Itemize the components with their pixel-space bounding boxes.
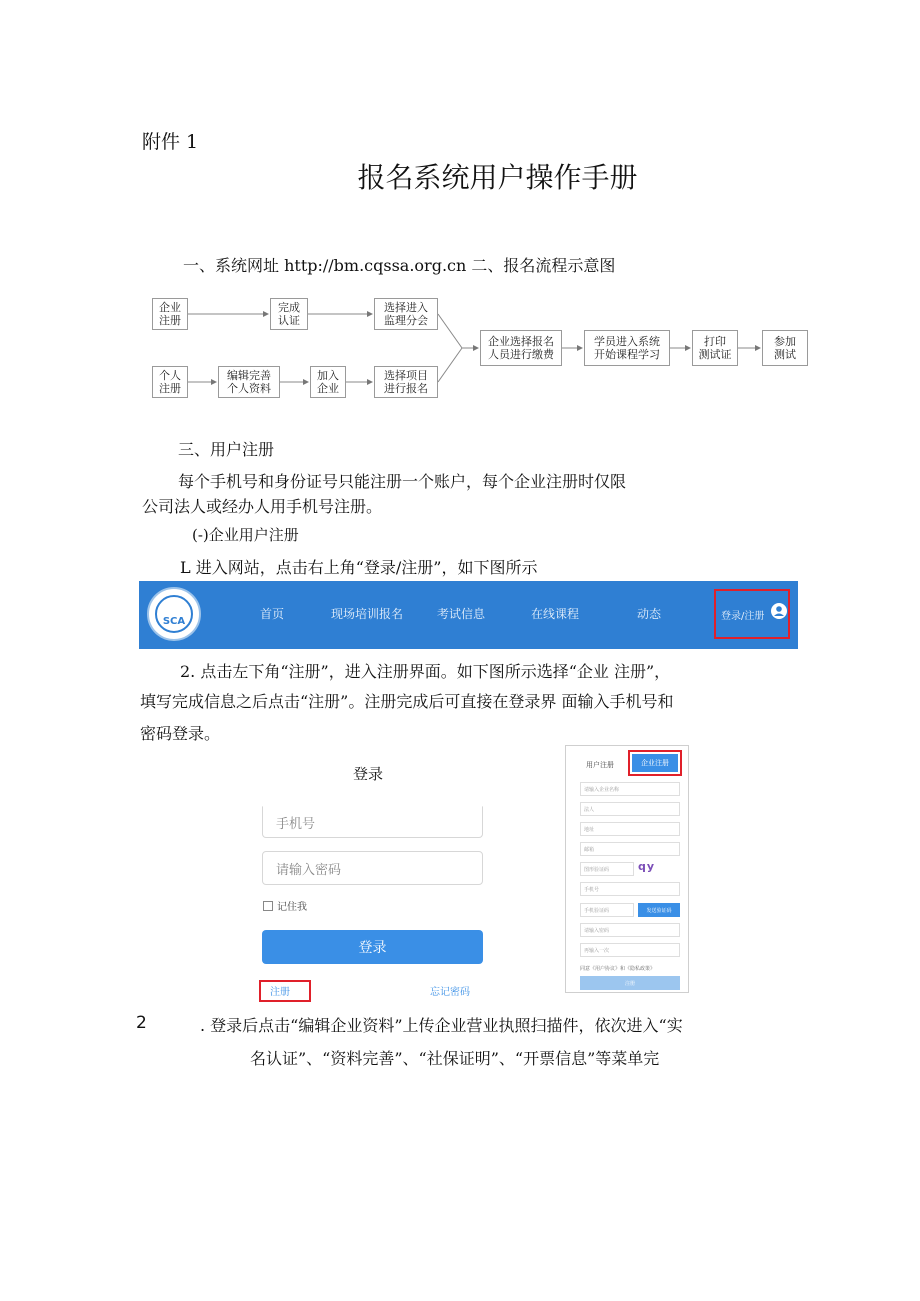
step-2-line-1: 2. 点击左下角“注册”，进入注册界面。如下图所示选择“企业 注册”， [180, 662, 671, 681]
field-email[interactable]: 邮箱 [580, 842, 680, 856]
captcha-image[interactable]: qy [638, 860, 656, 873]
forgot-password-link[interactable]: 忘记密码 [430, 987, 470, 998]
nav-exam-info[interactable]: 考试信息 [437, 607, 486, 621]
subsection-enterprise-register: (-)企业用户注册 [192, 526, 299, 544]
nav-news[interactable]: 动态 [637, 607, 662, 621]
field-address[interactable]: 地址 [580, 822, 680, 836]
tab-company-register[interactable]: 企业注册 [632, 754, 678, 772]
step-3-line-1: . 登录后点击“编辑企业资料”上传企业营业执照扫描件，依次进入“实 [200, 1016, 683, 1035]
logo-text: SCA [155, 595, 193, 633]
field-phone[interactable]: 手机号 [580, 882, 680, 896]
nav-home[interactable]: 首页 [260, 607, 285, 621]
step-1-text: L 进入网站，点击右上角“登录/注册”，如下图所示 [180, 558, 538, 577]
flow-edit-personal: 编辑完善 个人资料 [218, 366, 280, 398]
flow-choose-project: 选择项目 进行报名 [374, 366, 438, 398]
flow-complete-auth: 完成 认证 [270, 298, 308, 330]
register-link[interactable]: 注册 [270, 987, 290, 998]
flow-join-enterprise: 加入 企业 [310, 366, 346, 398]
nav-online-courses[interactable]: 在线课程 [531, 607, 580, 621]
agreement-checkbox[interactable]: 同意《用户协议》和《隐私政策》 [580, 966, 656, 972]
flow-enterprise-register: 企业 注册 [152, 298, 188, 330]
flow-choose-branch: 选择进入 监理分会 [374, 298, 438, 330]
flow-start-study: 学员进入系统 开始课程学习 [584, 330, 670, 366]
remember-label: 记住我 [277, 902, 307, 913]
register-rule-line-1: 每个手机号和身份证号只能注册一个账户，每个企业注册时仅限 [178, 472, 627, 491]
registration-flow-diagram [150, 292, 815, 404]
nav-login-register[interactable]: 登录/注册 [721, 611, 765, 622]
section-url-and-flow: 一、系统网址 http://bm.cqssa.org.cn 二、报名流程示意图 [183, 256, 616, 275]
field-company-name[interactable]: 请输入企业名称 [580, 782, 680, 796]
flow-enterprise-pay: 企业选择报名 人员进行缴费 [480, 330, 562, 366]
field-password-confirm[interactable]: 再输入一次 [580, 943, 680, 957]
sca-logo [147, 587, 201, 641]
user-avatar-icon[interactable] [771, 603, 787, 619]
password-input[interactable]: 请输入密码 [262, 851, 483, 885]
page-title: 报名系统用户操作手册 [357, 161, 638, 194]
nav-onsite-training[interactable]: 现场培训报名 [331, 607, 404, 621]
register-form-panel [565, 745, 689, 993]
flow-attend-test: 参加 测试 [762, 330, 808, 366]
field-legal-person[interactable]: 法人 [580, 802, 680, 816]
attachment-label: 附件 1 [142, 131, 199, 153]
remember-checkbox[interactable] [263, 901, 273, 911]
phone-input[interactable]: 手机号 [262, 806, 483, 838]
step-3-number: 2 [136, 1013, 147, 1033]
login-button[interactable]: 登录 [262, 930, 483, 964]
send-sms-button[interactable]: 发送验证码 [638, 903, 680, 917]
register-rule-line-2: 公司法人或经办人用手机号注册。 [142, 497, 383, 516]
field-image-captcha[interactable]: 图形验证码 [580, 862, 634, 876]
tab-user-register[interactable]: 用户注册 [586, 761, 614, 769]
flow-personal-register: 个人 注册 [152, 366, 188, 398]
flow-print-ticket: 打印 测试证 [692, 330, 738, 366]
section-user-register: 三、用户注册 [178, 440, 275, 459]
field-password[interactable]: 请输入密码 [580, 923, 680, 937]
step-2-line-2: 填写完成信息之后点击“注册”。注册完成后可直接在登录界 面输入手机号和 [140, 692, 674, 711]
register-submit-button[interactable]: 注册 [580, 976, 680, 990]
login-title: 登录 [353, 765, 384, 783]
step-3-line-2: 名认证”、“资料完善”、“社保证明”、“开票信息”等菜单完 [250, 1049, 660, 1068]
step-2-line-3: 密码登录。 [140, 724, 221, 743]
site-navbar [139, 581, 798, 649]
field-sms-code[interactable]: 手机验证码 [580, 903, 634, 917]
remember-me[interactable] [263, 898, 307, 913]
